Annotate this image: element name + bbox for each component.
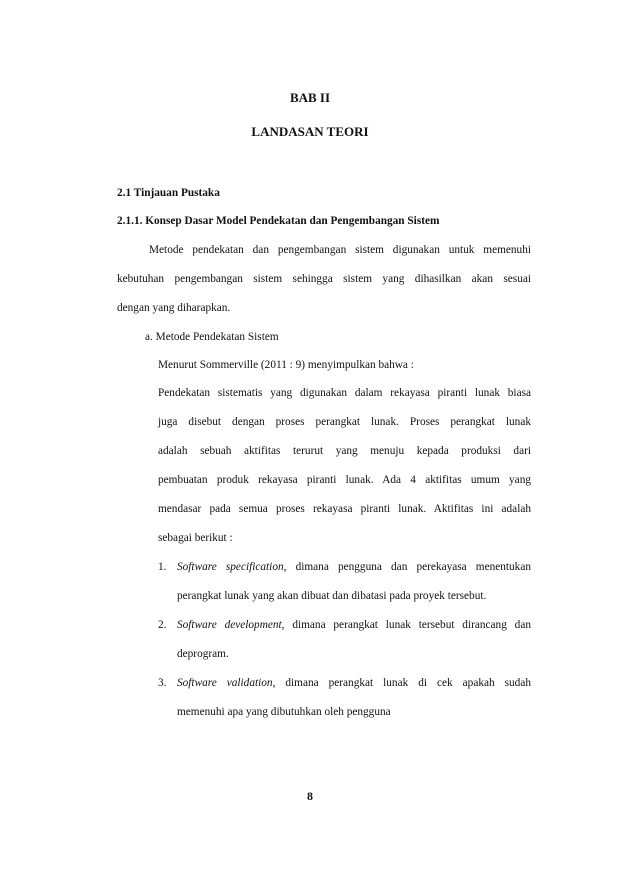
citation-line: Menurut Sommerville (2011 : 9) menyimpulkan bahwa :: [158, 359, 414, 371]
list-item-line-2: perangkat lunak yang akan dibuat dan dibatasi pada proyek tersebut.: [177, 590, 487, 602]
quote-line-6: sebagai berikut :: [158, 532, 233, 544]
chapter-heading: BAB II: [289, 90, 331, 105]
list-text: , dimana perangkat lunak tersebut dirancang dan: [281, 619, 531, 631]
subsection-title: 2.1.1. Konsep Dasar Model Pendekatan dan Pengembangan Sistem: [117, 215, 440, 227]
list-number: 2.: [158, 619, 167, 631]
intro-line-3: dengan yang diharapkan.: [117, 302, 231, 314]
list-item-line-2: deprogram.: [177, 648, 229, 660]
list-number: 1.: [158, 561, 167, 573]
quote-line-3: adalah sebuah aktifitas terurut yang menuju kepada produksi dari: [158, 445, 531, 457]
list-item-line-1: [177, 676, 531, 690]
quote-line-4: pembuatan produk rekayasa piranti lunak. Ada 4 aktifitas umum yang: [158, 474, 531, 486]
list-text: , dimana perangkat lunak di cek apakah sudah: [272, 677, 531, 689]
quote-line-1: Pendekatan sistematis yang digunakan dalam rekayasa piranti lunak biasa: [158, 387, 531, 399]
list-term: Software specification: [177, 561, 284, 573]
subsection-a-title: a. Metode Pendekatan Sistem: [145, 331, 279, 343]
list-item-line-1: [177, 560, 531, 574]
page-number: 8: [307, 789, 313, 803]
list-number: 3.: [158, 677, 167, 689]
list-item-line-1: [177, 618, 531, 632]
intro-line-1: Metode pendekatan dan pengembangan sistem digunakan untuk memenuhi: [149, 244, 531, 256]
list-item-line-2: memenuhi apa yang dibutuhkan oleh pengguna: [177, 706, 391, 718]
list-term: Software validation: [177, 677, 273, 689]
list-term: Software development: [177, 619, 282, 631]
chapter-title: LANDASAN TEORI: [251, 124, 369, 139]
quote-line-2: juga disebut dengan proses perangkat lunak. Proses perangkat lunak: [158, 416, 531, 428]
list-text: , dimana pengguna dan perekayasa menentukan: [283, 561, 531, 573]
section-title: 2.1 Tinjauan Pustaka: [117, 187, 220, 199]
quote-line-5: mendasar pada semua proses rekayasa piranti lunak. Aktifitas ini adalah: [158, 503, 531, 515]
intro-line-2: kebutuhan pengembangan sistem sehingga sistem yang dihasilkan akan sesuai: [117, 273, 531, 285]
